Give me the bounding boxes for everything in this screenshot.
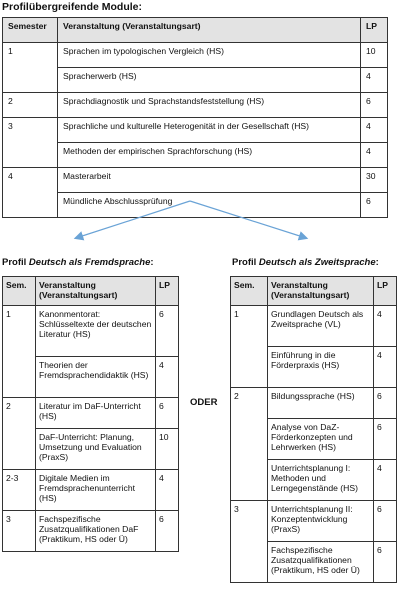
lp-cell: 4 [361,68,388,93]
table-row [231,305,397,346]
profile-suffix: : [375,257,379,268]
profile-name: Deutsch als Zweitsprache [258,257,376,268]
semester-cell [231,541,268,582]
course-cell: Mündliche Abschlussprüfung [58,193,361,218]
semester-cell: 2 [3,397,36,428]
course-cell: Sprachliche und kulturelle Heterogenität in der Gesellschaft (HS) [58,118,361,143]
lp-cell: 4 [361,143,388,168]
page-title: Profilübergreifende Module: [2,1,143,13]
profile-heading-daf [2,257,154,268]
lp-cell: 4 [156,356,179,397]
lp-cell: 10 [156,428,179,469]
lp-cell: 4 [374,346,397,387]
profile-daf-table [2,276,179,552]
table-row [3,305,179,356]
semester-cell: 2 [231,387,268,418]
profile-suffix: : [150,257,154,268]
column-header-lp: LP [361,18,388,43]
lp-cell: 6 [156,397,179,428]
semester-cell [231,418,268,459]
semester-cell [3,356,36,397]
table-header-row [3,277,179,306]
semester-cell [231,459,268,500]
lp-cell: 6 [374,418,397,459]
column-header-course: Veranstaltung (Veranstaltungsart) [268,277,374,306]
course-cell: Fachspezifische Zusatzqualifikationen DaF (Praktikum, HS oder Ü) [36,510,156,551]
course-cell: DaF-Unterricht: Planung, Umsetzung und Evaluation (PraxS) [36,428,156,469]
semester-cell: 1 [3,305,36,356]
table-row [231,500,397,541]
semester-cell: 1 [3,43,58,68]
course-cell: Methoden der empirischen Sprachforschung (HS) [58,143,361,168]
semester-cell: 1 [231,305,268,346]
semester-cell: 3 [3,118,58,143]
profile-prefix: Profil [232,257,259,268]
profile-prefix: Profil [2,257,29,268]
table-row [3,428,179,469]
column-header-semester: Sem. [231,277,268,306]
course-cell: Masterarbeit [58,168,361,193]
lp-cell: 6 [156,305,179,356]
course-cell: Fachspezifische Zusatzqualifikationen (Praktikum, HS oder Ü) [268,541,374,582]
course-cell: Grundlagen Deutsch als Zweitsprache (VL) [268,305,374,346]
semester-cell [231,346,268,387]
lp-cell: 6 [156,510,179,551]
lp-cell: 10 [361,43,388,68]
profile-daz-table [230,276,397,583]
semester-cell: 4 [3,168,58,193]
course-cell: Unterrichtsplanung I: Methoden und Lerngegenstände (HS) [268,459,374,500]
semester-cell: 2 [3,93,58,118]
lp-cell: 6 [361,93,388,118]
table-row [231,346,397,387]
table-row [3,510,179,551]
column-header-lp: LP [374,277,397,306]
lp-cell: 4 [374,305,397,346]
lp-cell: 6 [374,387,397,418]
course-cell: Unterrichtsplanung II: Konzeptentwicklung (PraxS) [268,500,374,541]
course-cell: Digitale Medien im Fremdsprachenunterricht (HS) [36,469,156,510]
course-cell: Literatur im DaF-Unterricht (HS) [36,397,156,428]
profile-name: Deutsch als Fremdsprache [28,257,151,268]
table-row [3,43,388,68]
course-cell: Spracherwerb (HS) [58,68,361,93]
table-row [3,93,388,118]
table-row [3,68,388,93]
lp-cell: 6 [374,541,397,582]
arrow-right [190,201,306,238]
shared-modules-table [2,17,388,218]
profile-heading-daz [232,257,379,268]
lp-cell: 6 [374,500,397,541]
course-cell: Analyse von DaZ-Förderkonzepten und Lehrwerken (HS) [268,418,374,459]
semester-cell: 2-3 [3,469,36,510]
lp-cell: 4 [374,459,397,500]
course-cell: Einführung in die Förderpraxis (HS) [268,346,374,387]
table-row [231,541,397,582]
semester-cell [3,68,58,93]
table-row [3,168,388,193]
table-row [3,143,388,168]
or-label: ODER [190,397,218,408]
arrow-left [76,201,190,238]
column-header-semester: Sem. [3,277,36,306]
course-cell: Sprachen im typologischen Vergleich (HS) [58,43,361,68]
column-header-semester: Semester [3,18,58,43]
lp-cell: 4 [156,469,179,510]
semester-cell: 3 [231,500,268,541]
column-header-lp: LP [156,277,179,306]
column-header-course: Veranstaltung (Veranstaltungsart) [58,18,361,43]
semester-cell: 3 [3,510,36,551]
course-cell: Bildungssprache (HS) [268,387,374,418]
table-row [231,418,397,459]
table-header-row [3,18,388,43]
column-header-course: Veranstaltung (Veranstaltungsart) [36,277,156,306]
table-row [3,356,179,397]
lp-cell: 6 [361,193,388,218]
semester-cell [3,428,36,469]
table-row [231,387,397,418]
table-row [3,469,179,510]
table-row [3,397,179,428]
lp-cell: 30 [361,168,388,193]
course-cell: Theorien der Fremdsprachendidaktik (HS) [36,356,156,397]
course-cell: Kanonmentorat: Schlüsseltexte der deutschen Literatur (HS) [36,305,156,356]
semester-cell [3,143,58,168]
course-cell: Sprachdiagnostik und Sprachstandsfeststellung (HS) [58,93,361,118]
branch-arrows [0,196,400,246]
lp-cell: 4 [361,118,388,143]
table-row [3,118,388,143]
table-header-row [231,277,397,306]
table-row [231,459,397,500]
